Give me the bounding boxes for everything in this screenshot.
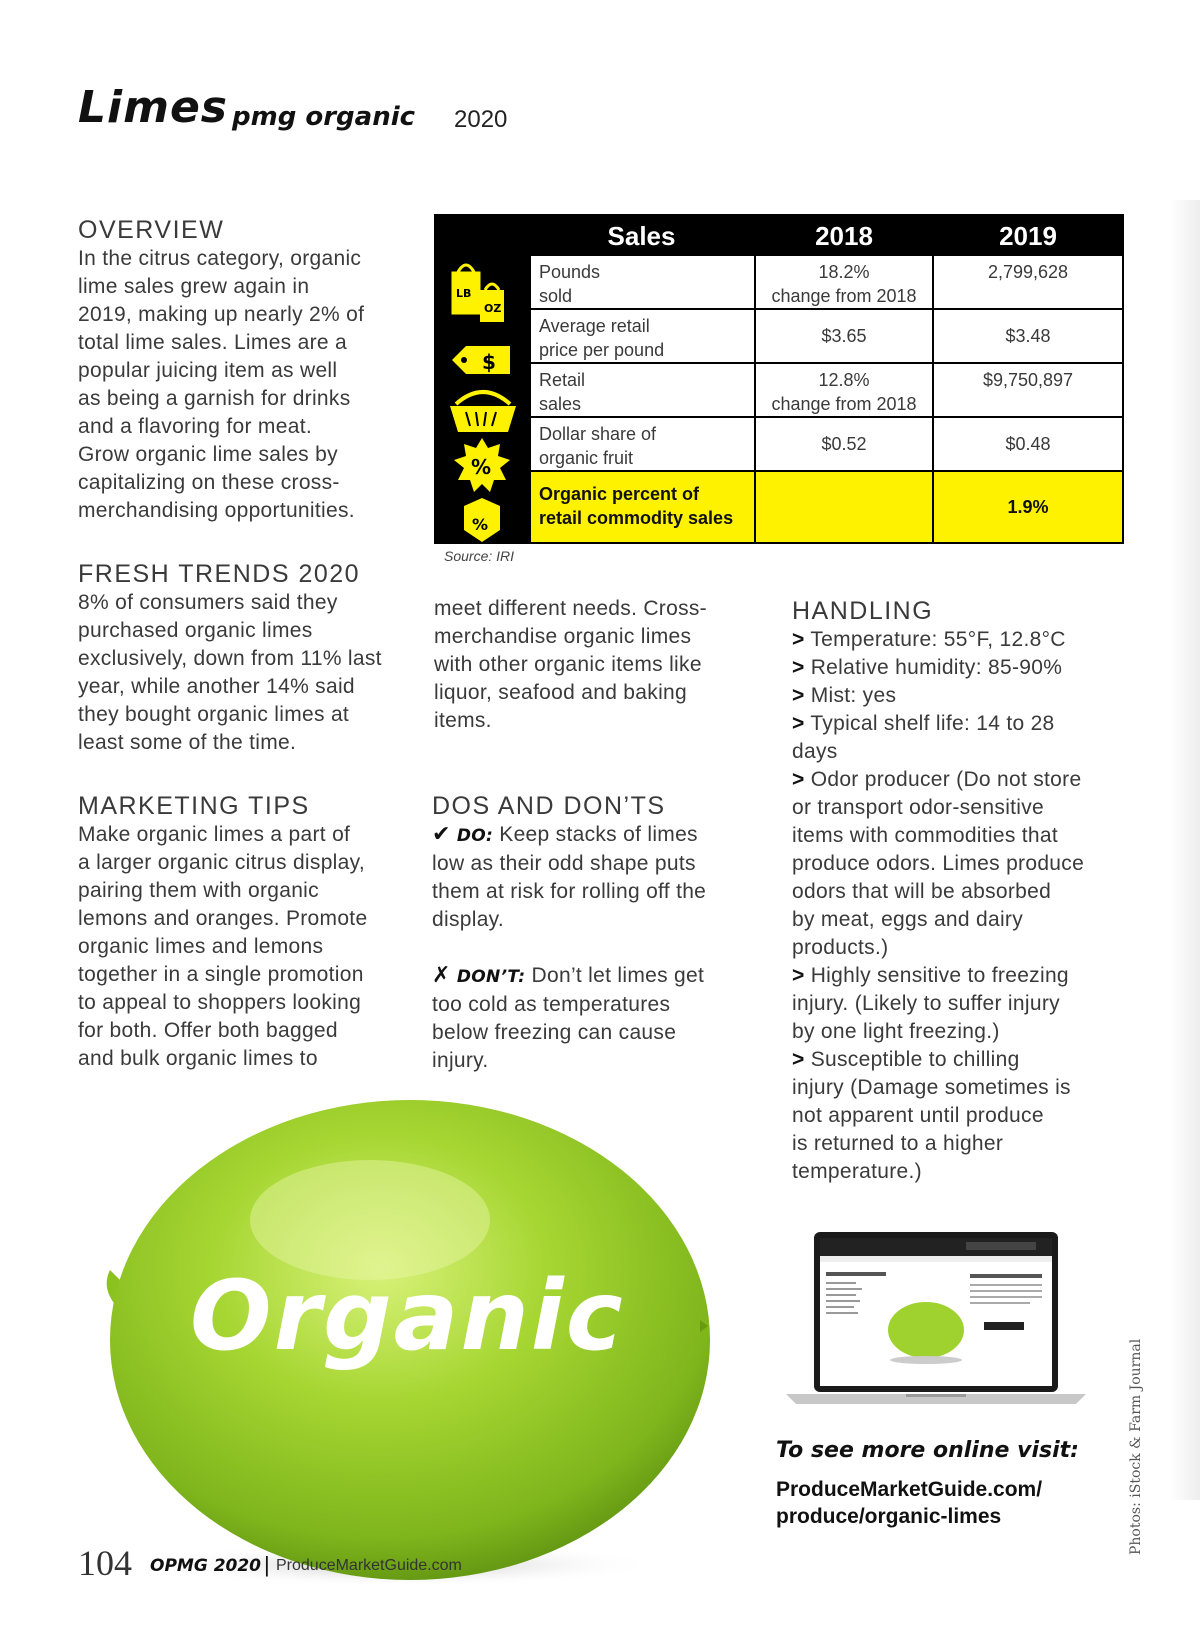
handling-line bbox=[792, 1018, 1130, 1046]
cell-note: change from 2018 bbox=[771, 286, 917, 306]
handling-text: injury. (Likely to suffer injury bbox=[792, 992, 1060, 1015]
col-header-sales: Sales bbox=[607, 221, 676, 251]
handling-text: by meat, eggs and dairy bbox=[792, 908, 1024, 931]
marketing-cont-line: with other organic items like bbox=[434, 653, 702, 676]
handling-text: odors that will be absorbed bbox=[792, 880, 1052, 903]
row-label-line: sold bbox=[539, 286, 573, 306]
overview-line: merchandising opportunities. bbox=[78, 499, 355, 522]
cell-value: 12.8% bbox=[818, 370, 870, 390]
footer-site: ProduceMarketGuide.com bbox=[276, 1557, 462, 1574]
basket-icon bbox=[450, 392, 516, 432]
table-icons bbox=[434, 254, 529, 544]
marketing-line: together in a single promotion bbox=[78, 963, 364, 986]
do-line: Keep stacks of limes bbox=[493, 823, 698, 846]
fresh-trends-section bbox=[78, 560, 416, 757]
handling-line bbox=[792, 962, 1130, 990]
handling-line bbox=[792, 766, 1130, 794]
visit-online-heading: To see more online visit: bbox=[776, 1438, 1079, 1463]
do-line: them at risk for rolling off the bbox=[432, 880, 707, 903]
svg-text:%: % bbox=[471, 455, 492, 479]
marketing-line: organic limes and lemons bbox=[78, 935, 324, 958]
dos-donts-section bbox=[432, 792, 777, 1075]
handling-text: Susceptible to chilling bbox=[804, 1048, 1020, 1071]
marketing-cont-line: items. bbox=[434, 709, 492, 732]
row-label-line: price per pound bbox=[539, 340, 665, 360]
bullet-arrow-icon: > bbox=[792, 768, 805, 791]
handling-text: or transport odor-sensitive bbox=[792, 796, 1045, 819]
handling-text: Highly sensitive to freezing bbox=[804, 964, 1069, 987]
fresh-trends-line: purchased organic limes bbox=[78, 619, 313, 642]
handling-text: Mist: yes bbox=[804, 684, 897, 707]
page-edge-shadow bbox=[1170, 200, 1200, 1500]
fresh-trends-text bbox=[78, 589, 416, 757]
percent-tag-icon bbox=[464, 498, 500, 542]
cell-avg-price-2019: $3.48 bbox=[934, 310, 1122, 362]
handling-line bbox=[792, 1158, 1130, 1186]
percent-badge-icon bbox=[454, 438, 510, 492]
cell-retail-sales-2019: $9,750,897 bbox=[934, 364, 1122, 416]
row-label-line: Retail bbox=[539, 370, 586, 390]
marketing-tips-section bbox=[78, 792, 416, 1073]
overview-line: and a flavoring for meat. bbox=[78, 415, 312, 438]
overview-line: as being a garnish for drinks bbox=[78, 387, 351, 410]
marketing-tips-continued bbox=[434, 595, 774, 735]
overview-line: capitalizing on these cross- bbox=[78, 471, 340, 494]
handling-line bbox=[792, 822, 1130, 850]
sales-table bbox=[434, 214, 1124, 544]
marketing-line: Make organic limes a part of bbox=[78, 823, 351, 846]
cell-avg-price-2018: $3.65 bbox=[756, 310, 932, 362]
page-title: Limes bbox=[78, 82, 228, 133]
handling-line bbox=[792, 626, 1130, 654]
table-source: Source: IRI bbox=[444, 548, 515, 564]
bullet-arrow-icon: > bbox=[792, 656, 805, 679]
overview-text bbox=[78, 245, 416, 525]
fresh-trends-line: 8% of consumers said they bbox=[78, 591, 338, 614]
fresh-trends-line: they bought organic limes at bbox=[78, 703, 350, 726]
row-label-pounds bbox=[531, 256, 754, 308]
marketing-line: a larger organic citrus display, bbox=[78, 851, 365, 874]
handling-text: temperature.) bbox=[792, 1160, 922, 1183]
bullet-arrow-icon: > bbox=[792, 684, 805, 707]
svg-text:$: $ bbox=[482, 350, 496, 374]
row-label-line: Pounds bbox=[539, 262, 601, 282]
handling-text: injury (Damage sometimes is bbox=[792, 1076, 1071, 1099]
cell-pounds-2018 bbox=[756, 256, 932, 308]
page-number: 104 bbox=[78, 1543, 132, 1583]
handling-text: produce odors. Limes produce bbox=[792, 852, 1085, 875]
cell-dollar-share-2019: $0.48 bbox=[934, 418, 1122, 470]
price-tag-icon bbox=[452, 346, 510, 374]
cell-pounds-2019: 2,799,628 bbox=[934, 256, 1122, 308]
handling-text: Odor producer (Do not store bbox=[804, 768, 1082, 791]
overview-line: total lime sales. Limes are a bbox=[78, 331, 347, 354]
do-line: display. bbox=[432, 908, 505, 931]
bullet-arrow-icon: > bbox=[792, 964, 805, 987]
marketing-cont-line: merchandise organic limes bbox=[434, 625, 692, 648]
marketing-line: lemons and oranges. Promote bbox=[78, 907, 368, 930]
handling-line bbox=[792, 1102, 1130, 1130]
row-label-line: organic fruit bbox=[539, 448, 634, 468]
fresh-trends-line: exclusively, down from 11% last bbox=[78, 647, 382, 670]
overview-line: popular juicing item as well bbox=[78, 359, 338, 382]
handling-text: products.) bbox=[792, 936, 889, 959]
photo-credit: Photos: iStock & Farm Journal bbox=[1128, 1338, 1144, 1555]
row-label-retail-sales bbox=[531, 364, 754, 416]
overview-line: In the citrus category, organic bbox=[78, 247, 362, 270]
cell-organic-percent-2019: 1.9% bbox=[934, 472, 1122, 542]
svg-text:LB: LB bbox=[456, 287, 472, 300]
dont-text bbox=[432, 962, 777, 1075]
marketing-tips-heading: MARKETING TIPS bbox=[78, 792, 310, 820]
footer-magazine: OPMG 2020 bbox=[150, 1556, 262, 1576]
page-year: 2020 bbox=[454, 106, 508, 133]
handling-text: is returned to a higher bbox=[792, 1132, 1004, 1155]
handling-line bbox=[792, 710, 1130, 738]
handling-line bbox=[792, 990, 1130, 1018]
fresh-trends-heading: FRESH TRENDS 2020 bbox=[78, 560, 361, 588]
do-label: DO: bbox=[456, 826, 494, 846]
cell-value: 18.2% bbox=[818, 262, 870, 282]
icon-column bbox=[434, 254, 529, 544]
handling-section bbox=[792, 597, 1130, 1186]
handling-line bbox=[792, 1074, 1130, 1102]
url-line-1[interactable]: ProduceMarketGuide.com/ bbox=[776, 1478, 1043, 1501]
dont-label: DON’T: bbox=[456, 967, 526, 987]
organic-logo-text: Organic bbox=[190, 1260, 625, 1372]
row-label-line: retail commodity sales bbox=[539, 508, 734, 528]
overview-line: lime sales grew again in bbox=[78, 275, 310, 298]
dos-donts-heading: DOS AND DON’TS bbox=[432, 792, 666, 820]
marketing-line: pairing them with organic bbox=[78, 879, 319, 902]
row-label-line: Average retail bbox=[539, 316, 650, 336]
handling-text: by one light freezing.) bbox=[792, 1020, 1000, 1043]
marketing-cont-line: liquor, seafood and baking bbox=[434, 681, 687, 704]
handling-heading: HANDLING bbox=[792, 597, 934, 625]
bullet-arrow-icon: > bbox=[792, 1048, 805, 1071]
weight-bags-icon bbox=[452, 265, 504, 322]
bullet-arrow-icon: > bbox=[792, 712, 805, 735]
handling-line bbox=[792, 794, 1130, 822]
handling-text: Temperature: 55°F, 12.8°C bbox=[804, 628, 1066, 651]
handling-text: not apparent until produce bbox=[792, 1104, 1044, 1127]
row-label-avg-price bbox=[531, 310, 754, 362]
handling-line bbox=[792, 654, 1130, 682]
dont-line: Don’t let limes get bbox=[525, 964, 705, 987]
dont-line: injury. bbox=[432, 1049, 489, 1072]
row-label-dollar-share bbox=[531, 418, 754, 470]
bullet-arrow-icon: > bbox=[792, 628, 805, 651]
overview-line: Grow organic lime sales by bbox=[78, 443, 338, 466]
handling-line bbox=[792, 738, 1130, 766]
cell-dollar-share-2018: $0.52 bbox=[756, 418, 932, 470]
marketing-line: and bulk organic limes to bbox=[78, 1047, 318, 1070]
row-label-line: Dollar share of bbox=[539, 424, 657, 444]
col-header-2018: 2018 bbox=[815, 221, 873, 251]
row-label-organic-percent bbox=[531, 472, 754, 542]
dont-line: too cold as temperatures bbox=[432, 993, 671, 1016]
svg-text:%: % bbox=[472, 515, 489, 534]
cell-organic-percent-2018 bbox=[756, 472, 932, 542]
marketing-cont-line: meet different needs. Cross- bbox=[434, 597, 707, 620]
handling-line bbox=[792, 878, 1130, 906]
cell-note: change from 2018 bbox=[771, 394, 917, 414]
do-text bbox=[432, 821, 777, 934]
marketing-line: to appeal to shoppers looking bbox=[78, 991, 362, 1014]
handling-text: days bbox=[792, 740, 838, 763]
handling-text: Typical shelf life: 14 to 28 bbox=[804, 712, 1055, 735]
row-label-line: sales bbox=[539, 394, 582, 414]
handling-line bbox=[792, 1046, 1130, 1074]
handling-line bbox=[792, 1130, 1130, 1158]
cross-icon: ✗ bbox=[432, 963, 451, 988]
do-line: low as their odd shape puts bbox=[432, 852, 696, 875]
handling-text: Relative humidity: 85-90% bbox=[804, 656, 1063, 679]
produce-guide-link[interactable] bbox=[776, 1476, 1116, 1530]
handling-text: items with commodities that bbox=[792, 824, 1059, 847]
handling-line bbox=[792, 934, 1130, 962]
col-header-2019: 2019 bbox=[999, 221, 1057, 251]
overview-line: 2019, making up nearly 2% of bbox=[78, 303, 365, 326]
handling-line bbox=[792, 682, 1130, 710]
svg-text:OZ: OZ bbox=[484, 302, 502, 315]
overview-section bbox=[78, 216, 416, 525]
dont-line: below freezing can cause bbox=[432, 1021, 677, 1044]
fresh-trends-line: least some of the time. bbox=[78, 731, 297, 754]
fresh-trends-line: year, while another 14% said bbox=[78, 675, 355, 698]
url-line-2[interactable]: produce/organic-limes bbox=[776, 1505, 1002, 1528]
marketing-line: for both. Offer both bagged bbox=[78, 1019, 338, 1042]
row-label-line: Organic percent of bbox=[539, 484, 700, 504]
overview-heading: OVERVIEW bbox=[78, 216, 225, 244]
brand-logo: pmg organic bbox=[232, 102, 416, 132]
handling-line bbox=[792, 906, 1130, 934]
footer-separator: | bbox=[264, 1552, 270, 1577]
handling-list bbox=[792, 626, 1130, 1186]
laptop-screenshot bbox=[786, 1230, 1086, 1410]
check-icon: ✔ bbox=[432, 822, 451, 847]
marketing-tips-text bbox=[78, 821, 416, 1073]
cell-retail-sales-2018 bbox=[756, 364, 932, 416]
handling-line bbox=[792, 850, 1130, 878]
